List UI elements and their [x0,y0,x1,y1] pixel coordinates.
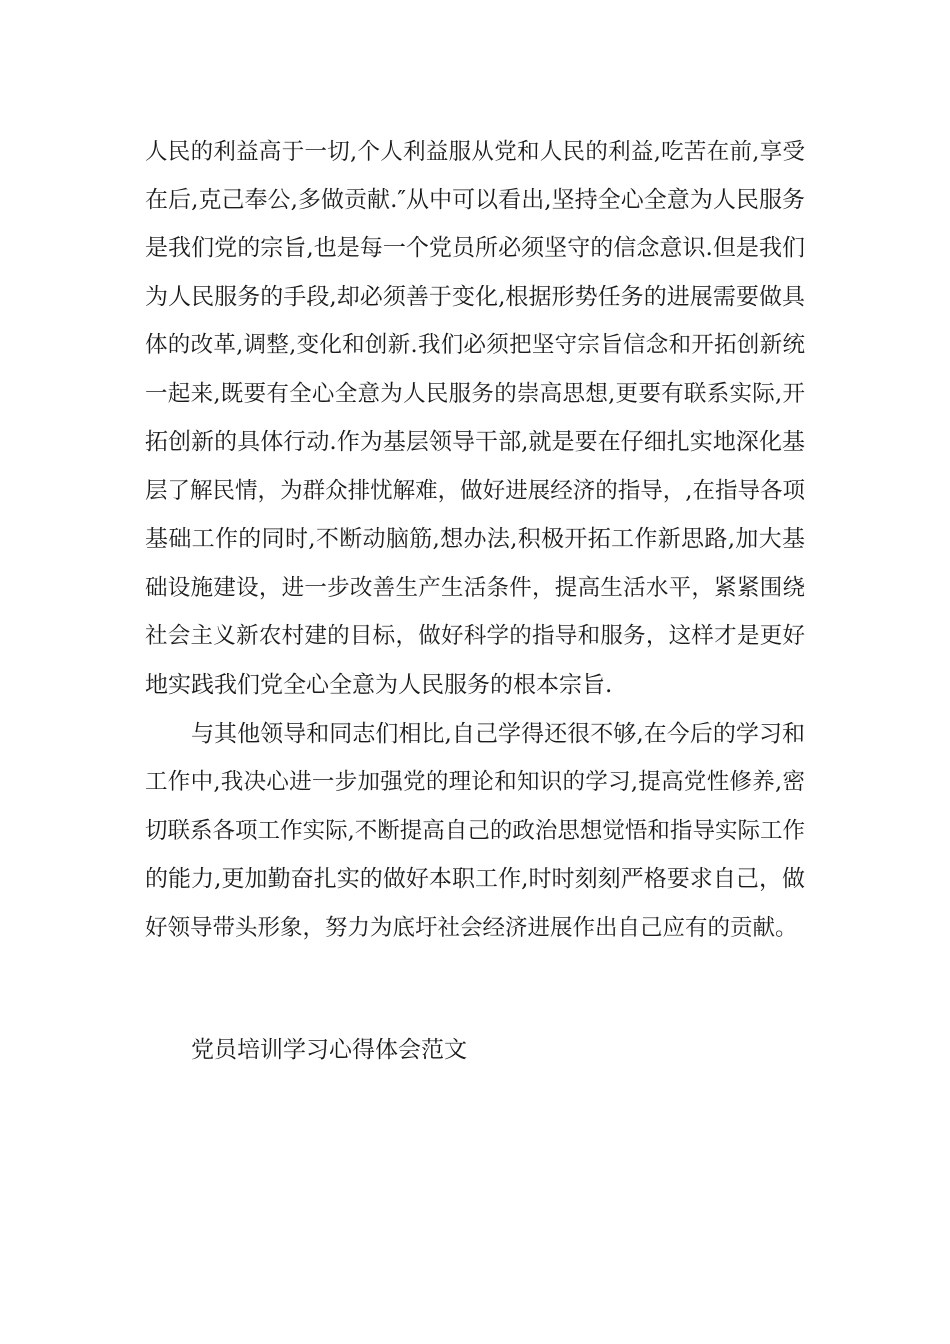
text-line: 一起来,既要有全心全意为人民服务的崇高思想,更要有联系实际,开 [145,381,805,407]
text-line: 础设施建设，进一步改善生产生活条件，提高生活水平，紧紧围绕 [145,575,805,601]
text-line: 为人民服务的手段,却必须善于变化,根据形势任务的进展需要做具 [145,284,805,310]
text-line: 切联系各项工作实际,不断提高自己的政治思想觉悟和指导实际工作 [145,818,805,844]
text-line: 工作中,我决心进一步加强党的理论和知识的学习,提高党性修养,密 [145,769,805,795]
text-line: 的能力,更加勤奋扎实的做好本职工作,时时刻刻严格要求自己，做 [145,866,805,892]
text-line: 是我们党的宗旨,也是每一个党员所必须坚守的信念意识.但是我们 [145,235,805,261]
text-line: 人民的利益高于一切,个人利益服从党和人民的利益,吃苦在前,享受 [145,139,805,165]
text-line: 拓创新的具体行动.作为基层领导干部,就是要在仔细扎实地深化基 [145,429,805,455]
text-line: 社会主义新农村建的目标，做好科学的指导和服务，这样才是更好 [145,623,805,649]
section-heading: 党员培训学习心得体会范文 [191,1037,467,1063]
text-line: 好领导带头形象，努力为底圩社会经济进展作出自己应有的贡献。 [145,915,798,941]
text-line: 体的改革,调整,变化和创新.我们必须把坚守宗旨信念和开拓创新统 [145,332,805,358]
text-line: 基础工作的同时,不断动脑筋,想办法,积极开拓工作新思路,加大基 [145,526,805,552]
text-line: 与其他领导和同志们相比,自己学得还很不够,在今后的学习和 [191,721,805,747]
text-line: 在后,克己奉公,多做贡献.″从中可以看出,坚持全心全意为人民服务 [145,187,805,213]
text-line: 层了解民情，为群众排忧解难，做好进展经济的指导，,在指导各项 [145,478,805,504]
text-line: 地实践我们党全心全意为人民服务的根本宗旨. [145,672,613,698]
